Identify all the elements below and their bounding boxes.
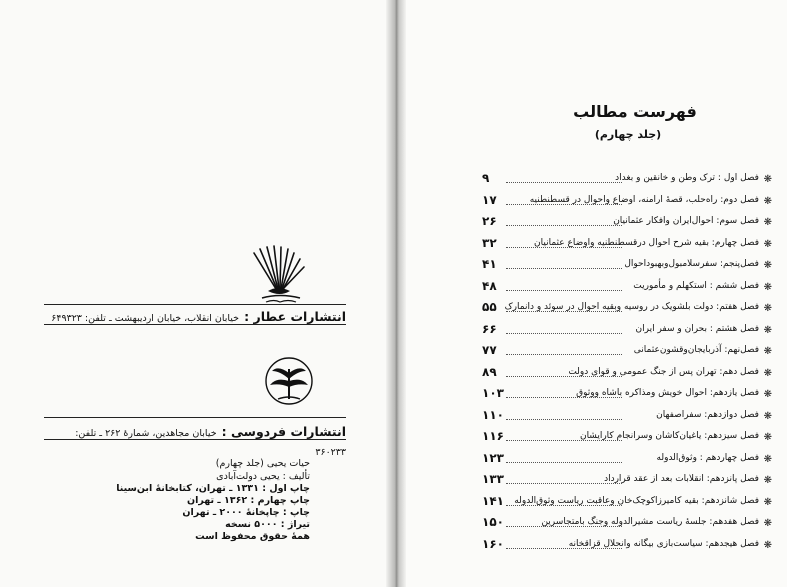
toc-subtitle: (جلد چهارم): [594, 128, 662, 141]
leader-dots: [506, 397, 622, 398]
toc-entry: [482, 536, 772, 558]
toc-entry-label: فصل هفدهم: جلسهٔ ریاست مشیرالدوله وجنگ بامتجاسرین: [541, 517, 759, 527]
divider: [44, 417, 346, 418]
bullet-icon: ❋: [763, 432, 772, 443]
toc-entry-label: فصل اول : ترک وطن و خانقین و بغداد: [615, 173, 759, 183]
toc-entry-page: ۸۹: [482, 364, 497, 379]
toc-entry: [482, 342, 772, 364]
toc-entry-label: فصل دوم: راه‌حلب، قصهٔ ارامنه، اوضاع واحوال در قسطنطنیه: [529, 194, 759, 205]
bullet-icon: ❋: [763, 324, 772, 336]
toc-title: فهرست مطالب: [573, 102, 697, 121]
leader-dots: [506, 225, 622, 226]
book-title: حیات یحیی (جلد چهارم): [215, 458, 310, 469]
toc-entry-page: ۳۲: [482, 235, 497, 250]
left-page: [0, 0, 386, 587]
toc-entry: [482, 192, 772, 214]
publisher-attar: [44, 306, 346, 325]
leader-dots: [506, 505, 622, 506]
toc-entry-page: ۱۶۰: [482, 536, 504, 551]
bullet-icon: ❋: [763, 195, 772, 207]
toc-entry-page: ۹: [482, 171, 490, 185]
publisher-name: انتشارات عطار :: [244, 309, 346, 324]
toc-entry: [482, 493, 772, 515]
toc-entry: [482, 321, 772, 343]
toc-entry: [482, 278, 772, 300]
toc-entry: [482, 514, 772, 536]
bullet-icon: ❋: [763, 238, 772, 250]
leader-dots: [506, 290, 622, 291]
toc-entry: [482, 213, 772, 235]
bullet-icon: ❋: [763, 389, 772, 400]
bullet-icon: ❋: [763, 410, 772, 422]
print-run-line: تیراژ : ۵۰۰۰ نسخه: [225, 519, 310, 530]
fourth-print-line: چاپ چهارم : ۱۳۶۲ ـ تهران: [187, 495, 310, 506]
toc-entry-page: ۱۲۳: [482, 450, 504, 465]
toc-entry: [482, 256, 772, 278]
toc-entry: [482, 170, 772, 192]
bullet-icon: ❋: [763, 496, 772, 508]
bullet-icon: ❋: [763, 539, 772, 551]
toc-entry: [482, 428, 772, 450]
divider: [44, 439, 346, 440]
leader-dots: [506, 182, 622, 183]
rights-line: همهٔ حقوق محفوظ است: [195, 531, 310, 542]
toc-entry-page: ۱۴۱: [482, 493, 504, 508]
leader-dots: [506, 526, 622, 527]
toc-entry-label: فصل‌پنجم: سفرسلامبول‌وبهبوداحوال: [624, 259, 759, 269]
book-gutter: [386, 0, 406, 587]
author-line: تألیف : یحیی دولت‌آبادی: [216, 471, 310, 482]
toc-entry-page: ۶۶: [482, 321, 497, 336]
bullet-icon: ❋: [763, 303, 772, 314]
toc-entry-label: فصل پانزدهم: انقلابات بعد از عقد قرارداد: [604, 474, 759, 484]
publisher-address: خیابان انقلاب، خیابان اردیبهشت ـ تلفن: ۶۴۹۳۲۳: [51, 313, 240, 324]
divider: [44, 304, 346, 305]
toc-entry-page: ۷۷: [482, 343, 497, 357]
divider: [44, 324, 346, 325]
leader-dots: [506, 354, 622, 355]
leader-dots: [506, 483, 622, 484]
ferdowsi-tree-logo-icon: [264, 355, 314, 407]
toc-entry-page: ۲۶: [482, 214, 497, 228]
leader-dots: [506, 419, 622, 420]
publisher-address: خیابان مجاهدین، شمارهٔ ۲۶۲ ـ تلفن: ۳۶۰۲۳۳: [75, 428, 346, 458]
toc-entry-page: ۴۱: [482, 257, 497, 271]
toc-entry: [482, 364, 772, 386]
toc-entry-page: ۴۸: [482, 278, 497, 293]
first-print-line: چاپ اول : ۱۳۳۱ ـ تهران، کتابخانهٔ ابن‌سینا: [116, 483, 310, 494]
publisher-ferdowsi: [44, 421, 346, 459]
toc-entry-label: فصل شانزدهم: بقیه کامیرزاکوچک‌خان وعاقبت ریاست وثوق‌الدوله: [514, 495, 759, 506]
toc-entry-label: فصل سیزدهم: یاغیان‌کاشان وسرانجام کارایشان: [579, 431, 759, 441]
toc-entry: [482, 407, 772, 429]
toc-entry-page: ۱۷: [482, 192, 497, 207]
bullet-icon: ❋: [763, 281, 772, 293]
bullet-icon: ❋: [763, 260, 772, 271]
toc-entry-label: فصل هیجدهم: سیاست‌بازی بیگانه وانحلال قزاقخانه: [568, 538, 759, 549]
toc-entry: [482, 385, 772, 407]
toc-entry-label: فصل هفتم: دولت بلشویک در روسیه وبقیه احوال در سوئد و دانمارک: [504, 302, 759, 312]
toc-entry-page: ۱۱۰: [482, 407, 504, 422]
toc-entry-label: فصل‌نهم: آذربایجان‌وقشون‌عثمانی: [633, 345, 759, 355]
leader-dots: [506, 333, 622, 334]
toc-entry-page: ۱۱۶: [482, 429, 504, 443]
colophon: [116, 458, 310, 543]
printing-house-line: چاپ : چاپخانهٔ ۲۰۰۰ ـ تهران: [182, 507, 310, 518]
leader-dots: [506, 548, 622, 549]
toc-entry-page: ۱۵۰: [482, 515, 504, 529]
bullet-icon: ❋: [763, 174, 772, 185]
leader-dots: [506, 462, 622, 463]
toc-entry: [482, 471, 772, 493]
attar-bird-logo-icon: [250, 245, 306, 303]
toc-entry-label: فصل هشتم : بحران و سفر ایران: [635, 323, 759, 334]
leader-dots: [506, 440, 622, 441]
toc-entry-label: فصل یازدهم: احوال خویش ومذاکره باشاه ووثوق: [576, 388, 759, 398]
bullet-icon: ❋: [763, 346, 772, 357]
bullet-icon: ❋: [763, 453, 772, 465]
toc-entry-page: ۱۰۳: [482, 386, 504, 400]
bullet-icon: ❋: [763, 367, 772, 379]
leader-dots: [506, 247, 622, 248]
bullet-icon: ❋: [763, 475, 772, 486]
toc-entry: [482, 299, 772, 321]
bullet-icon: ❋: [763, 518, 772, 529]
toc-entry: [482, 450, 772, 472]
leader-dots: [506, 268, 622, 269]
toc-entry: [482, 235, 772, 257]
toc-entry-page: ۱۳۳: [482, 472, 504, 486]
toc-entry-label: فصل دوازدهم: سفراصفهان: [656, 409, 759, 420]
toc-entry-label: فصل چهاردهم : وثوق‌الدوله: [656, 452, 759, 463]
toc-entry-label: فصل چهارم: بقیه شرح احوال درقسطنطنیه واوضاع عثمانیان: [534, 237, 759, 248]
leader-dots: [506, 376, 622, 377]
toc-entry-label: فصل دهم: تهران پس از جنگ عمومی و قوای دولت: [568, 366, 759, 377]
bullet-icon: ❋: [763, 217, 772, 228]
toc-entry-label: فصل ششم : استکهلم و مأموریت: [633, 280, 759, 291]
publisher-name: انتشارات فردوسی :: [221, 424, 346, 439]
toc-entry-page: ۵۵: [482, 300, 497, 314]
toc-entry-label: فصل سوم: احوال‌ایران وافکار عثمانیان: [613, 216, 759, 226]
table-of-contents: [482, 170, 772, 557]
leader-dots: [506, 311, 622, 312]
leader-dots: [506, 204, 622, 205]
